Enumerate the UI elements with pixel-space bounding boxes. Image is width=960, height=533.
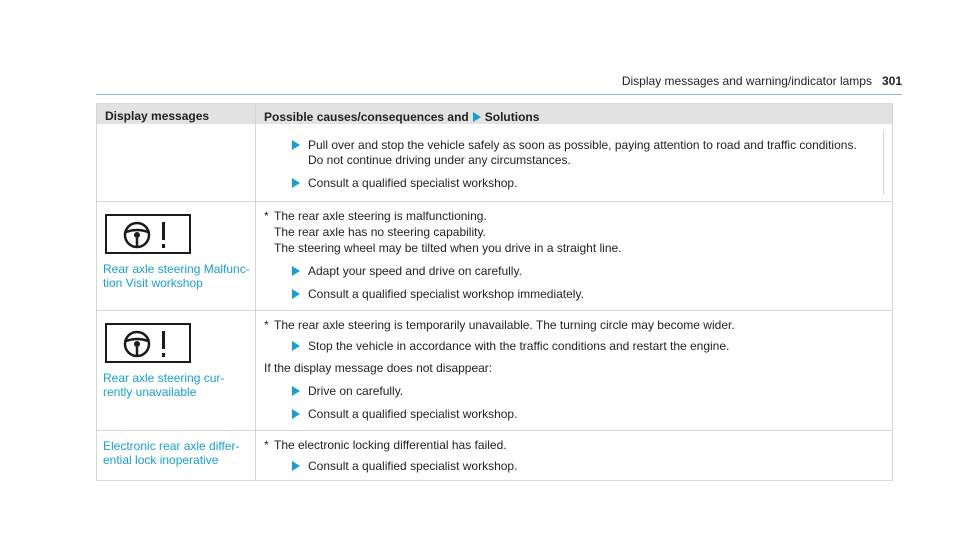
- table-header: [97, 104, 892, 124]
- detail-line: The rear axle has no steering capability.: [274, 225, 486, 239]
- row-solution-cell: [255, 311, 892, 430]
- list-item: [292, 138, 883, 168]
- message-label: [103, 262, 255, 290]
- message-line: Electronic rear axle differ-: [103, 439, 240, 453]
- asterisk: *: [264, 438, 269, 452]
- cause-text: The rear axle steering is malfunctioning.: [274, 209, 487, 223]
- asterisk: *: [264, 318, 269, 332]
- arrow-icon: [292, 289, 300, 299]
- row-solution-cell: [255, 431, 892, 480]
- row-message-cell: [97, 124, 255, 201]
- arrow-icon: [292, 341, 300, 351]
- arrow-icon: [292, 409, 300, 419]
- page-header-title: Display messages and warning/indicator lamps: [621, 74, 872, 88]
- table-row: [97, 310, 892, 430]
- list-item: [292, 176, 883, 191]
- arrow-icon: [292, 178, 300, 188]
- list-item: [292, 459, 884, 474]
- arrow-icon: [292, 461, 300, 471]
- row-solution-cell: [255, 124, 892, 201]
- message-line: rently unavailable: [103, 385, 197, 399]
- cause-line: [264, 437, 884, 453]
- message-label: [103, 439, 255, 467]
- step-text: Consult a qualified specialist workshop immediately.: [308, 287, 584, 301]
- cause-line: [264, 317, 884, 333]
- cause-text: The electronic locking differential has failed.: [274, 438, 507, 452]
- col-header-messages: Display messages: [105, 109, 210, 123]
- cause-text: The rear axle steering is temporarily unavailable. The turning circle may become wider.: [274, 318, 735, 332]
- step-text: Pull over and stop the vehicle safely as soon as possible, paying attention to road and traffic conditions. Do not continue driving under any circumstances.: [308, 138, 857, 167]
- page-number: 301: [881, 74, 902, 88]
- table-row: [97, 201, 892, 310]
- arrow-icon: [292, 266, 300, 276]
- list-item: [292, 339, 884, 354]
- step-text: Consult a qualified specialist workshop.: [308, 459, 518, 473]
- list-item: [292, 287, 884, 302]
- step-text: Consult a qualified specialist workshop.: [308, 407, 518, 421]
- messages-table: [96, 103, 893, 481]
- message-line: ential lock inoperative: [103, 453, 219, 467]
- step-text: Drive on carefully.: [308, 384, 404, 398]
- row-message-cell: [97, 311, 255, 430]
- message-line: Rear axle steering cur-: [103, 371, 225, 385]
- detail-line: The steering wheel may be tilted when you drive in a straight line.: [274, 241, 622, 255]
- row-message-cell: [97, 431, 255, 480]
- steering-wheel-warning-icon: [105, 323, 191, 363]
- col-header-causes-label: Possible causes/consequences and: [264, 109, 469, 124]
- table-row: [97, 430, 892, 480]
- message-label: [103, 371, 255, 399]
- list-item: [292, 407, 884, 422]
- row-message-cell: [97, 202, 255, 310]
- message-line: Rear axle steering Malfunc-: [103, 262, 250, 276]
- continued-steps: [264, 130, 884, 195]
- step-text: Consult a qualified specialist workshop.: [308, 176, 518, 190]
- col-header-solutions-label: Solutions: [484, 109, 540, 124]
- row-solution-cell: [255, 202, 892, 310]
- step-text: Adapt your speed and drive on carefully.: [308, 264, 522, 278]
- message-line: tion Visit workshop: [103, 276, 203, 290]
- col-header-causes: [255, 104, 892, 124]
- list-item: [292, 384, 884, 399]
- list-item: [292, 264, 884, 279]
- table-row: [97, 124, 892, 201]
- page-header: [622, 74, 902, 88]
- note-line: If the display message does not disappear:: [264, 361, 493, 375]
- arrow-icon: [292, 140, 300, 150]
- steering-wheel-warning-icon: [105, 214, 191, 254]
- step-text: Stop the vehicle in accordance with the traffic conditions and restart the engine.: [308, 339, 730, 353]
- arrow-icon: [292, 386, 300, 396]
- header-rule: [96, 94, 902, 95]
- asterisk: *: [264, 209, 269, 223]
- cause-line: [264, 208, 884, 224]
- arrow-icon: [473, 112, 481, 122]
